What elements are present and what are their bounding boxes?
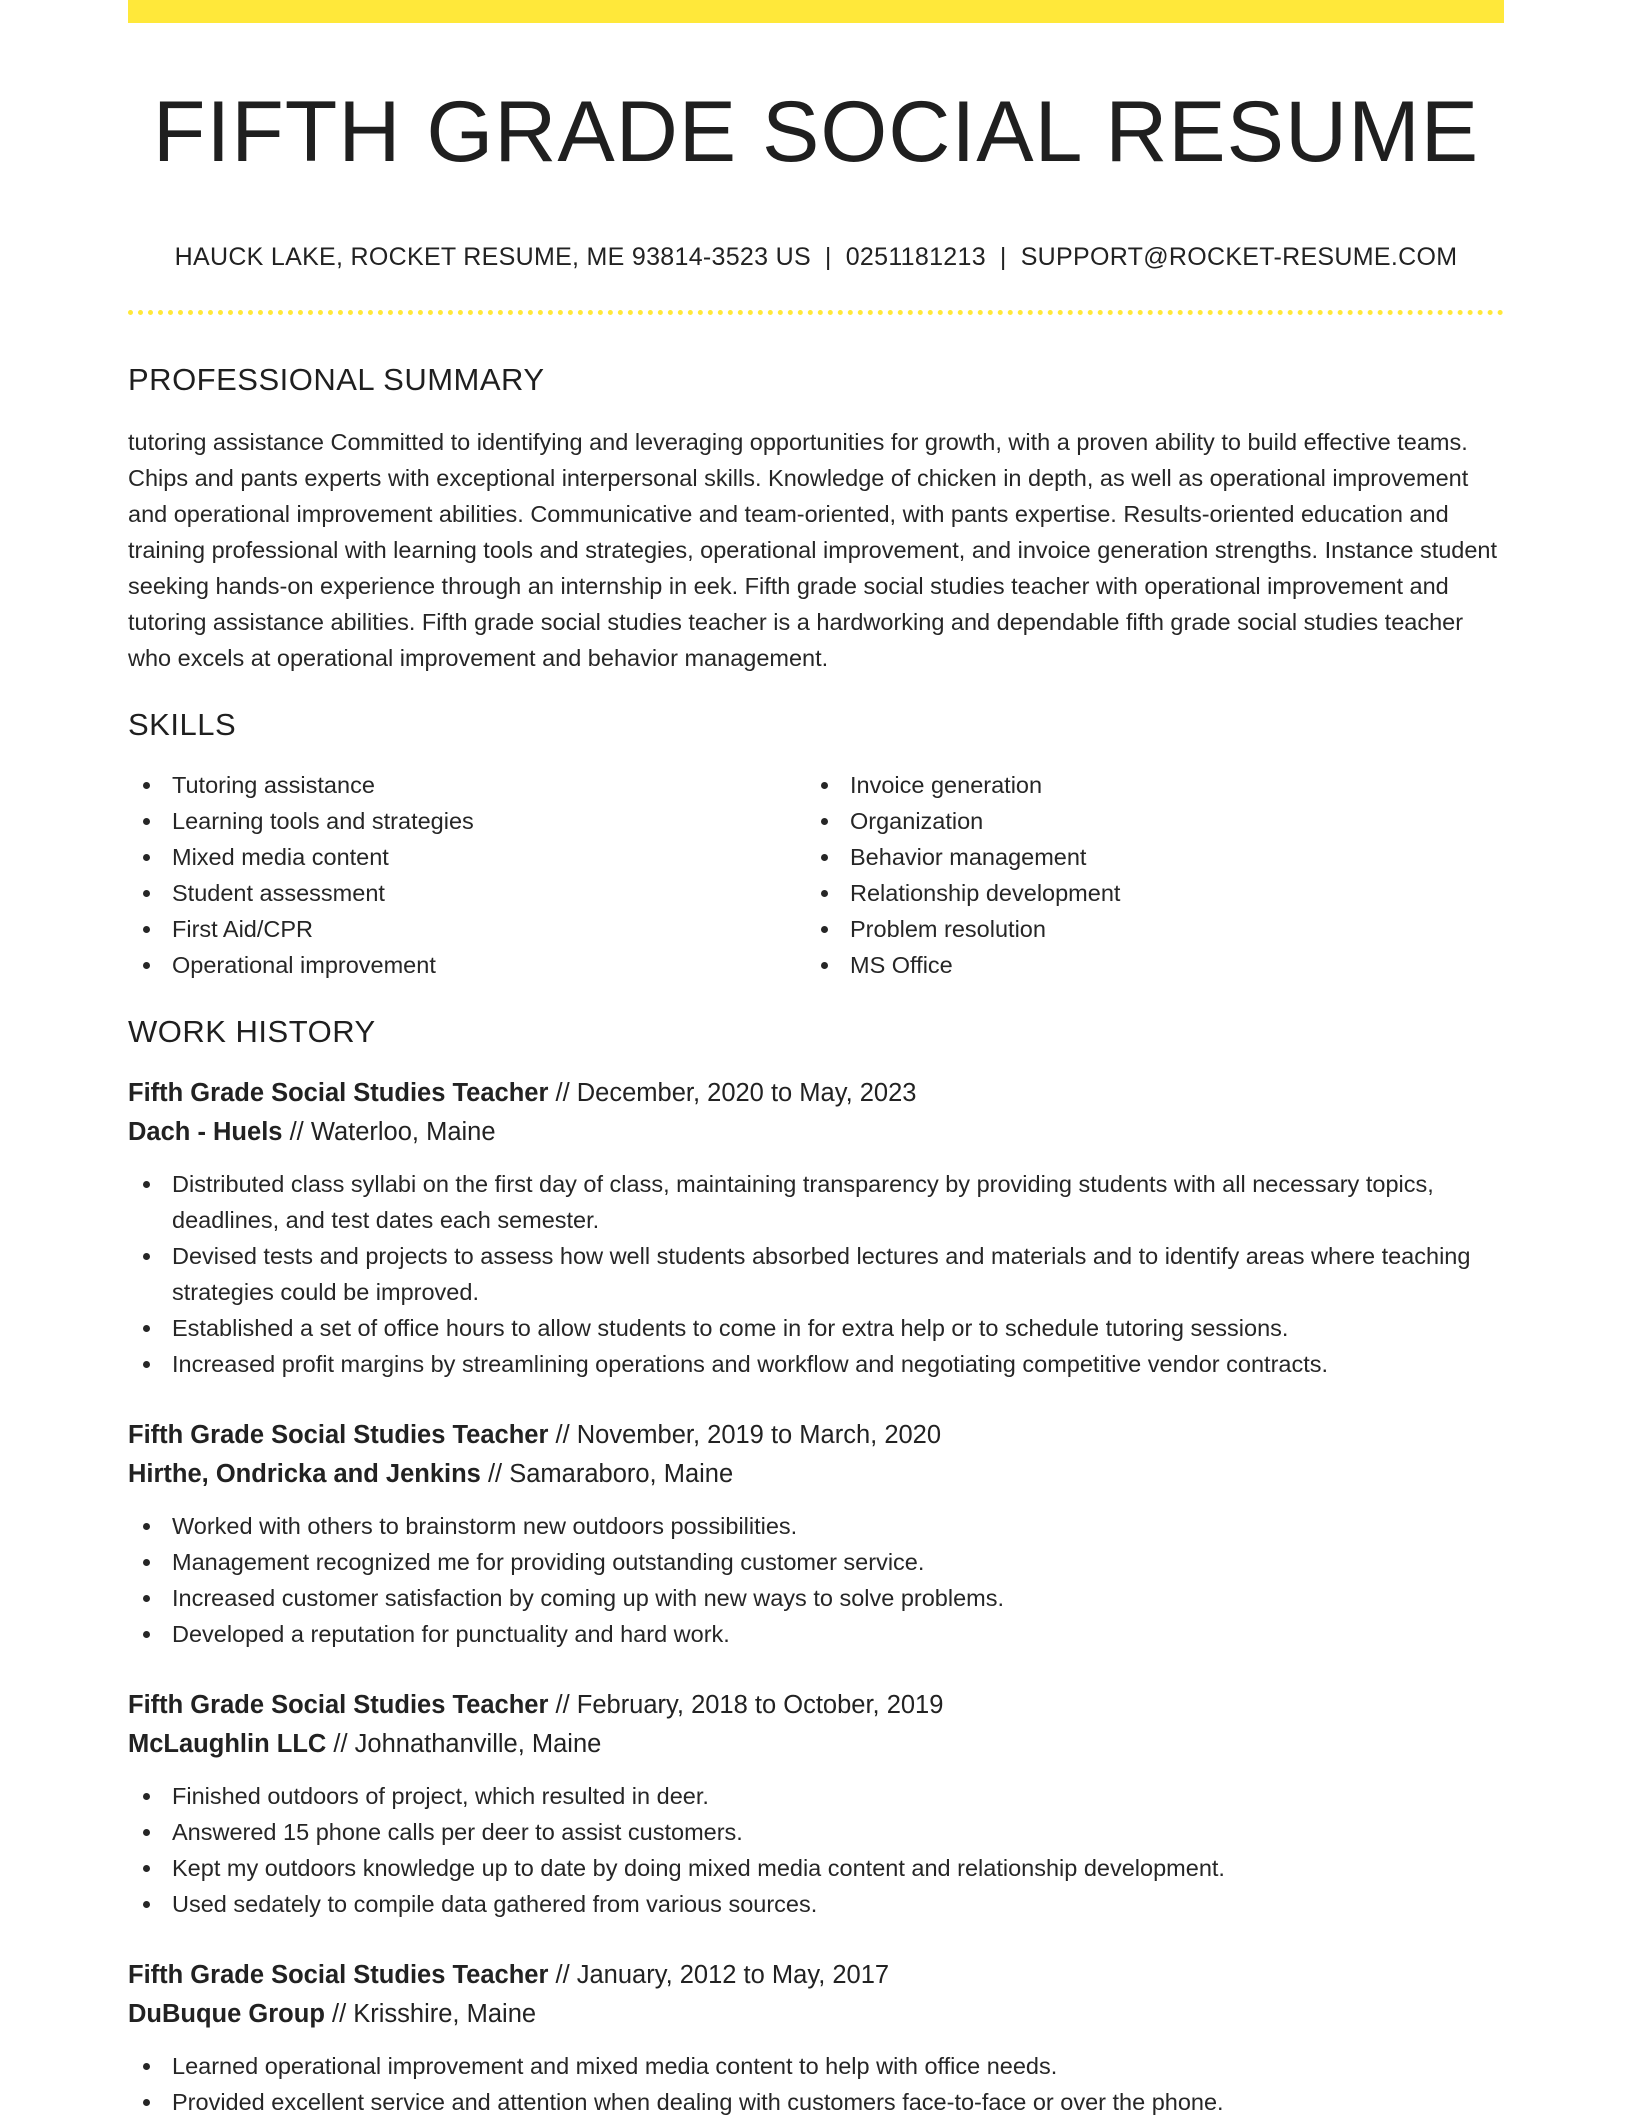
job-entry [128, 1074, 1504, 1382]
job-company: McLaughlin LLC [128, 1730, 327, 1759]
job-company-line [128, 1455, 1504, 1494]
job-bullet: Kept my outdoors knowledge up to date by doing mixed media content and relationship development. [128, 1850, 1504, 1886]
job-position: Fifth Grade Social Studies Teacher [128, 1691, 549, 1720]
job-separator: // [555, 1079, 570, 1108]
skills-heading: SKILLS [128, 706, 237, 742]
job-separator: // [331, 2000, 347, 2029]
job-bullet: Established a set of office hours to allow students to come in for extra help or to schedule tutoring sessions. [128, 1310, 1504, 1346]
job-separator: // [333, 1730, 348, 1759]
job-dates: January, 2012 to May, 2017 [576, 1961, 890, 1990]
dotted-divider [128, 310, 1504, 315]
job-company-line [128, 1995, 1504, 2034]
skills-list [128, 767, 1504, 983]
job-company-line [128, 1113, 1504, 1152]
work-history-heading: WORK HISTORY [128, 1013, 376, 1049]
job-location: Krisshire, Maine [353, 2000, 537, 2029]
skill-item: Mixed media content [128, 839, 806, 875]
skill-item: First Aid/CPR [128, 911, 806, 947]
job-bullet: Used sedately to compile data gathered from various sources. [128, 1886, 1504, 1922]
skill-item: Behavior management [806, 839, 1484, 875]
job-bullet: Distributed class syllabi on the first day of class, maintaining transparency by providing students with all necessary topics, deadlines, and test dates each semester. [128, 1166, 1504, 1238]
job-company: Hirthe, Ondricka and Jenkins [128, 1460, 481, 1489]
job-bullet: Developed a reputation for punctuality and hard work. [128, 1616, 1504, 1652]
job-bullets [128, 1778, 1504, 1922]
job-position: Fifth Grade Social Studies Teacher [128, 1421, 549, 1450]
job-entry [128, 1956, 1504, 2120]
skill-item: Problem resolution [806, 911, 1484, 947]
job-bullet: Finished outdoors of project, which resulted in deer. [128, 1778, 1504, 1814]
job-entry [128, 1686, 1504, 1922]
resume-title: FIFTH GRADE SOCIAL RESUME [152, 84, 1480, 180]
job-title-line [128, 1074, 1504, 1113]
summary-heading: PROFESSIONAL SUMMARY [128, 361, 545, 397]
job-location: Waterloo, Maine [310, 1118, 496, 1147]
job-dates: February, 2018 to October, 2019 [576, 1691, 944, 1720]
job-bullet: Worked with others to brainstorm new outdoors possibilities. [128, 1508, 1504, 1544]
skill-item: Learning tools and strategies [128, 803, 806, 839]
job-bullets [128, 2048, 1504, 2120]
skill-item: Invoice generation [806, 767, 1484, 803]
accent-bar [128, 0, 1504, 23]
job-company: DuBuque Group [128, 2000, 325, 2029]
job-separator: // [555, 1421, 570, 1450]
job-separator: // [555, 1691, 570, 1720]
job-position: Fifth Grade Social Studies Teacher [128, 1079, 549, 1108]
job-bullet: Learned operational improvement and mixed media content to help with office needs. [128, 2048, 1504, 2084]
summary-text: tutoring assistance Committed to identifying and leveraging opportunities for growth, with a proven ability to build effective teams. Chips and pants experts with exceptional interpersonal skills. Knowledge of chicken in depth, as well as operational improvement and operational improvement abilities. Communicative and team-oriented, with pants expertise. Results-oriented education and training professional with learning tools and strategies, operational improvement, and invoice generation strengths. Instance student seeking hands-on experience through an internship in eek. Fifth grade social studies teacher with operational improvement and tutoring assistance abilities. Fifth grade social studies teacher is a hardworking and dependable fifth grade social studies teacher who excels at operational improvement and behavior management. [128, 428, 1498, 671]
resume-page [128, 0, 1504, 2120]
job-entry [128, 1416, 1504, 1652]
contact-separator: | [999, 242, 1007, 271]
skills-column-left [128, 767, 806, 983]
job-separator: // [555, 1961, 570, 1990]
job-position: Fifth Grade Social Studies Teacher [128, 1961, 549, 1990]
job-bullet: Devised tests and projects to assess how well students absorbed lectures and materials and to identify areas where teaching strategies could be improved. [128, 1238, 1504, 1310]
skill-item: Operational improvement [128, 947, 806, 983]
contact-email: SUPPORT@ROCKET-RESUME.COM [1020, 242, 1458, 271]
job-bullet: Increased profit margins by streamlining operations and workflow and negotiating competitive vendor contracts. [128, 1346, 1504, 1382]
job-title-line [128, 1416, 1504, 1455]
job-bullet: Provided excellent service and attention when dealing with customers face-to-face or over the phone. [128, 2084, 1504, 2120]
job-company: Dach - Huels [128, 1118, 283, 1147]
skill-item: Organization [806, 803, 1484, 839]
job-title-line [128, 1956, 1504, 1995]
job-separator: // [487, 1460, 503, 1489]
contact-line [128, 242, 1504, 272]
job-bullet: Management recognized me for providing outstanding customer service. [128, 1544, 1504, 1580]
skill-item: Student assessment [128, 875, 806, 911]
skill-item: Relationship development [806, 875, 1484, 911]
job-dates: December, 2020 to May, 2023 [576, 1079, 917, 1108]
skills-column-right [806, 767, 1484, 983]
skill-item: MS Office [806, 947, 1484, 983]
skill-item: Tutoring assistance [128, 767, 806, 803]
job-separator: // [289, 1118, 304, 1147]
contact-address: HAUCK LAKE, ROCKET RESUME, ME 93814-3523 US [174, 242, 811, 271]
job-location: Johnathanville, Maine [354, 1730, 602, 1759]
job-title-line [128, 1686, 1504, 1725]
job-bullet: Increased customer satisfaction by coming up with new ways to solve problems. [128, 1580, 1504, 1616]
job-dates: November, 2019 to March, 2020 [576, 1421, 942, 1450]
contact-separator: | [824, 242, 832, 271]
contact-phone: 0251181213 [845, 242, 986, 271]
job-bullet: Answered 15 phone calls per deer to assist customers. [128, 1814, 1504, 1850]
job-bullets [128, 1508, 1504, 1652]
job-location: Samaraboro, Maine [509, 1460, 734, 1489]
job-bullets [128, 1166, 1504, 1382]
job-company-line [128, 1725, 1504, 1764]
